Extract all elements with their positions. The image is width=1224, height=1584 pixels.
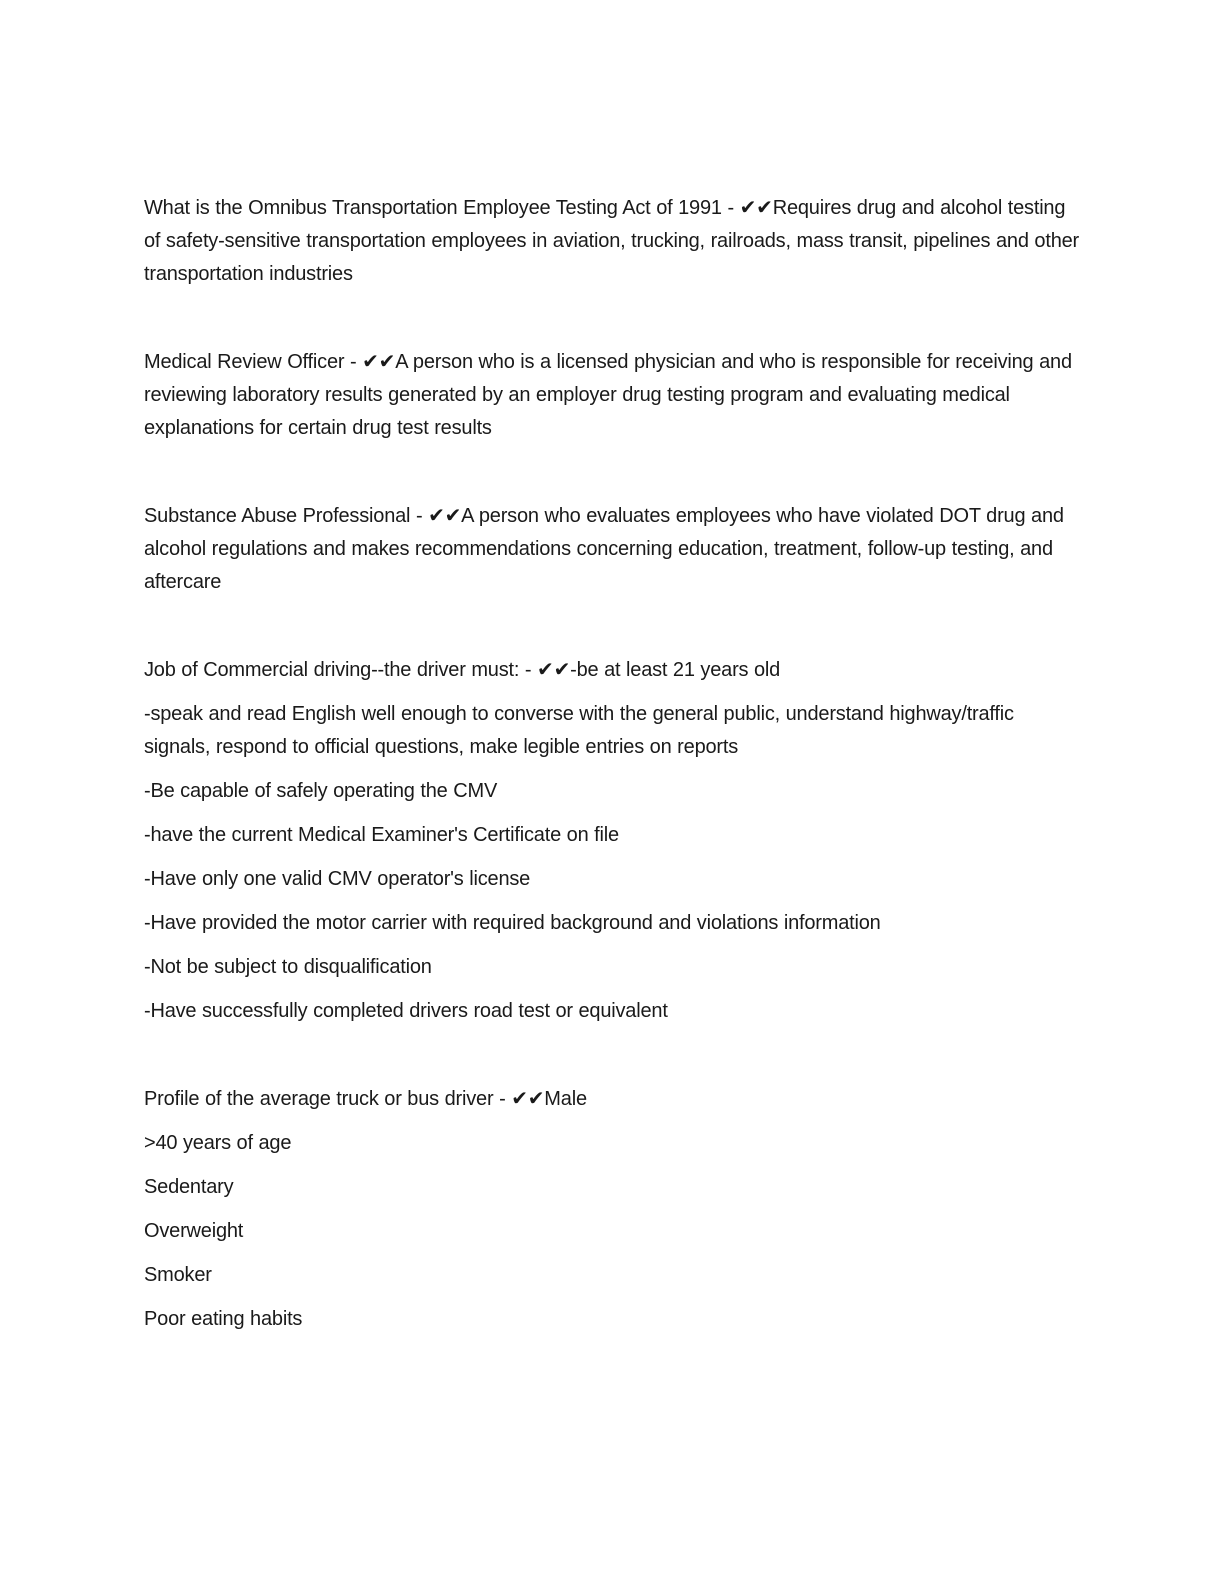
- paragraph-question-substance-abuse-professional: Substance Abuse Professional - ✔✔A person who evaluates employees who have violated DOT drug and alcohol regulations and makes recommendations concerning education, treatment, follow-up testing, and aftercare: [144, 505, 1064, 593]
- paragraph-list-item-age: >40 years of age: [144, 1132, 292, 1154]
- paragraph-question-commercial-driving: Job of Commercial driving--the driver must: - ✔✔-be at least 21 years old: [144, 659, 781, 681]
- paragraph-list-item-poor-eating: Poor eating habits: [144, 1308, 303, 1330]
- paragraph-list-item-road-test: -Have successfully completed drivers road test or equivalent: [144, 1000, 668, 1022]
- paragraph-list-item-sedentary: Sedentary: [144, 1176, 234, 1198]
- paragraph-list-item-overweight: Overweight: [144, 1220, 244, 1242]
- paragraph-question-omnibus-act: What is the Omnibus Transportation Employee Testing Act of 1991 - ✔✔Requires drug and alcohol testing of safety-sensitive transportation employees in aviation, trucking, railroads, mass transit, pipelines and other transportation industries: [144, 197, 1080, 285]
- paragraph-list-item-one-valid-license: -Have only one valid CMV operator's license: [144, 868, 531, 890]
- paragraph-list-item-smoker: Smoker: [144, 1264, 212, 1286]
- paragraph-question-medical-review-officer: Medical Review Officer - ✔✔A person who is a licensed physician and who is responsible for receiving and reviewing laboratory results generated by an employer drug testing program and evaluating medical explanations for certain drug test results: [144, 351, 1072, 439]
- paragraph-list-item-background-violations: -Have provided the motor carrier with required background and violations information: [144, 912, 881, 934]
- paragraph-list-item-capable-operating-cmv: -Be capable of safely operating the CMV: [144, 780, 498, 802]
- paragraph-question-driver-profile: Profile of the average truck or bus driver - ✔✔Male: [144, 1088, 587, 1110]
- paragraph-list-item-not-disqualified: -Not be subject to disqualification: [144, 956, 432, 978]
- paragraph-list-item-speak-read-english: -speak and read English well enough to converse with the general public, understand highway/traffic signals, respond to official questions, make legible entries on reports: [144, 703, 1014, 758]
- document-content: [144, 192, 1082, 1336]
- paragraph-list-item-medical-examiners-certificate: -have the current Medical Examiner's Certificate on file: [144, 824, 619, 846]
